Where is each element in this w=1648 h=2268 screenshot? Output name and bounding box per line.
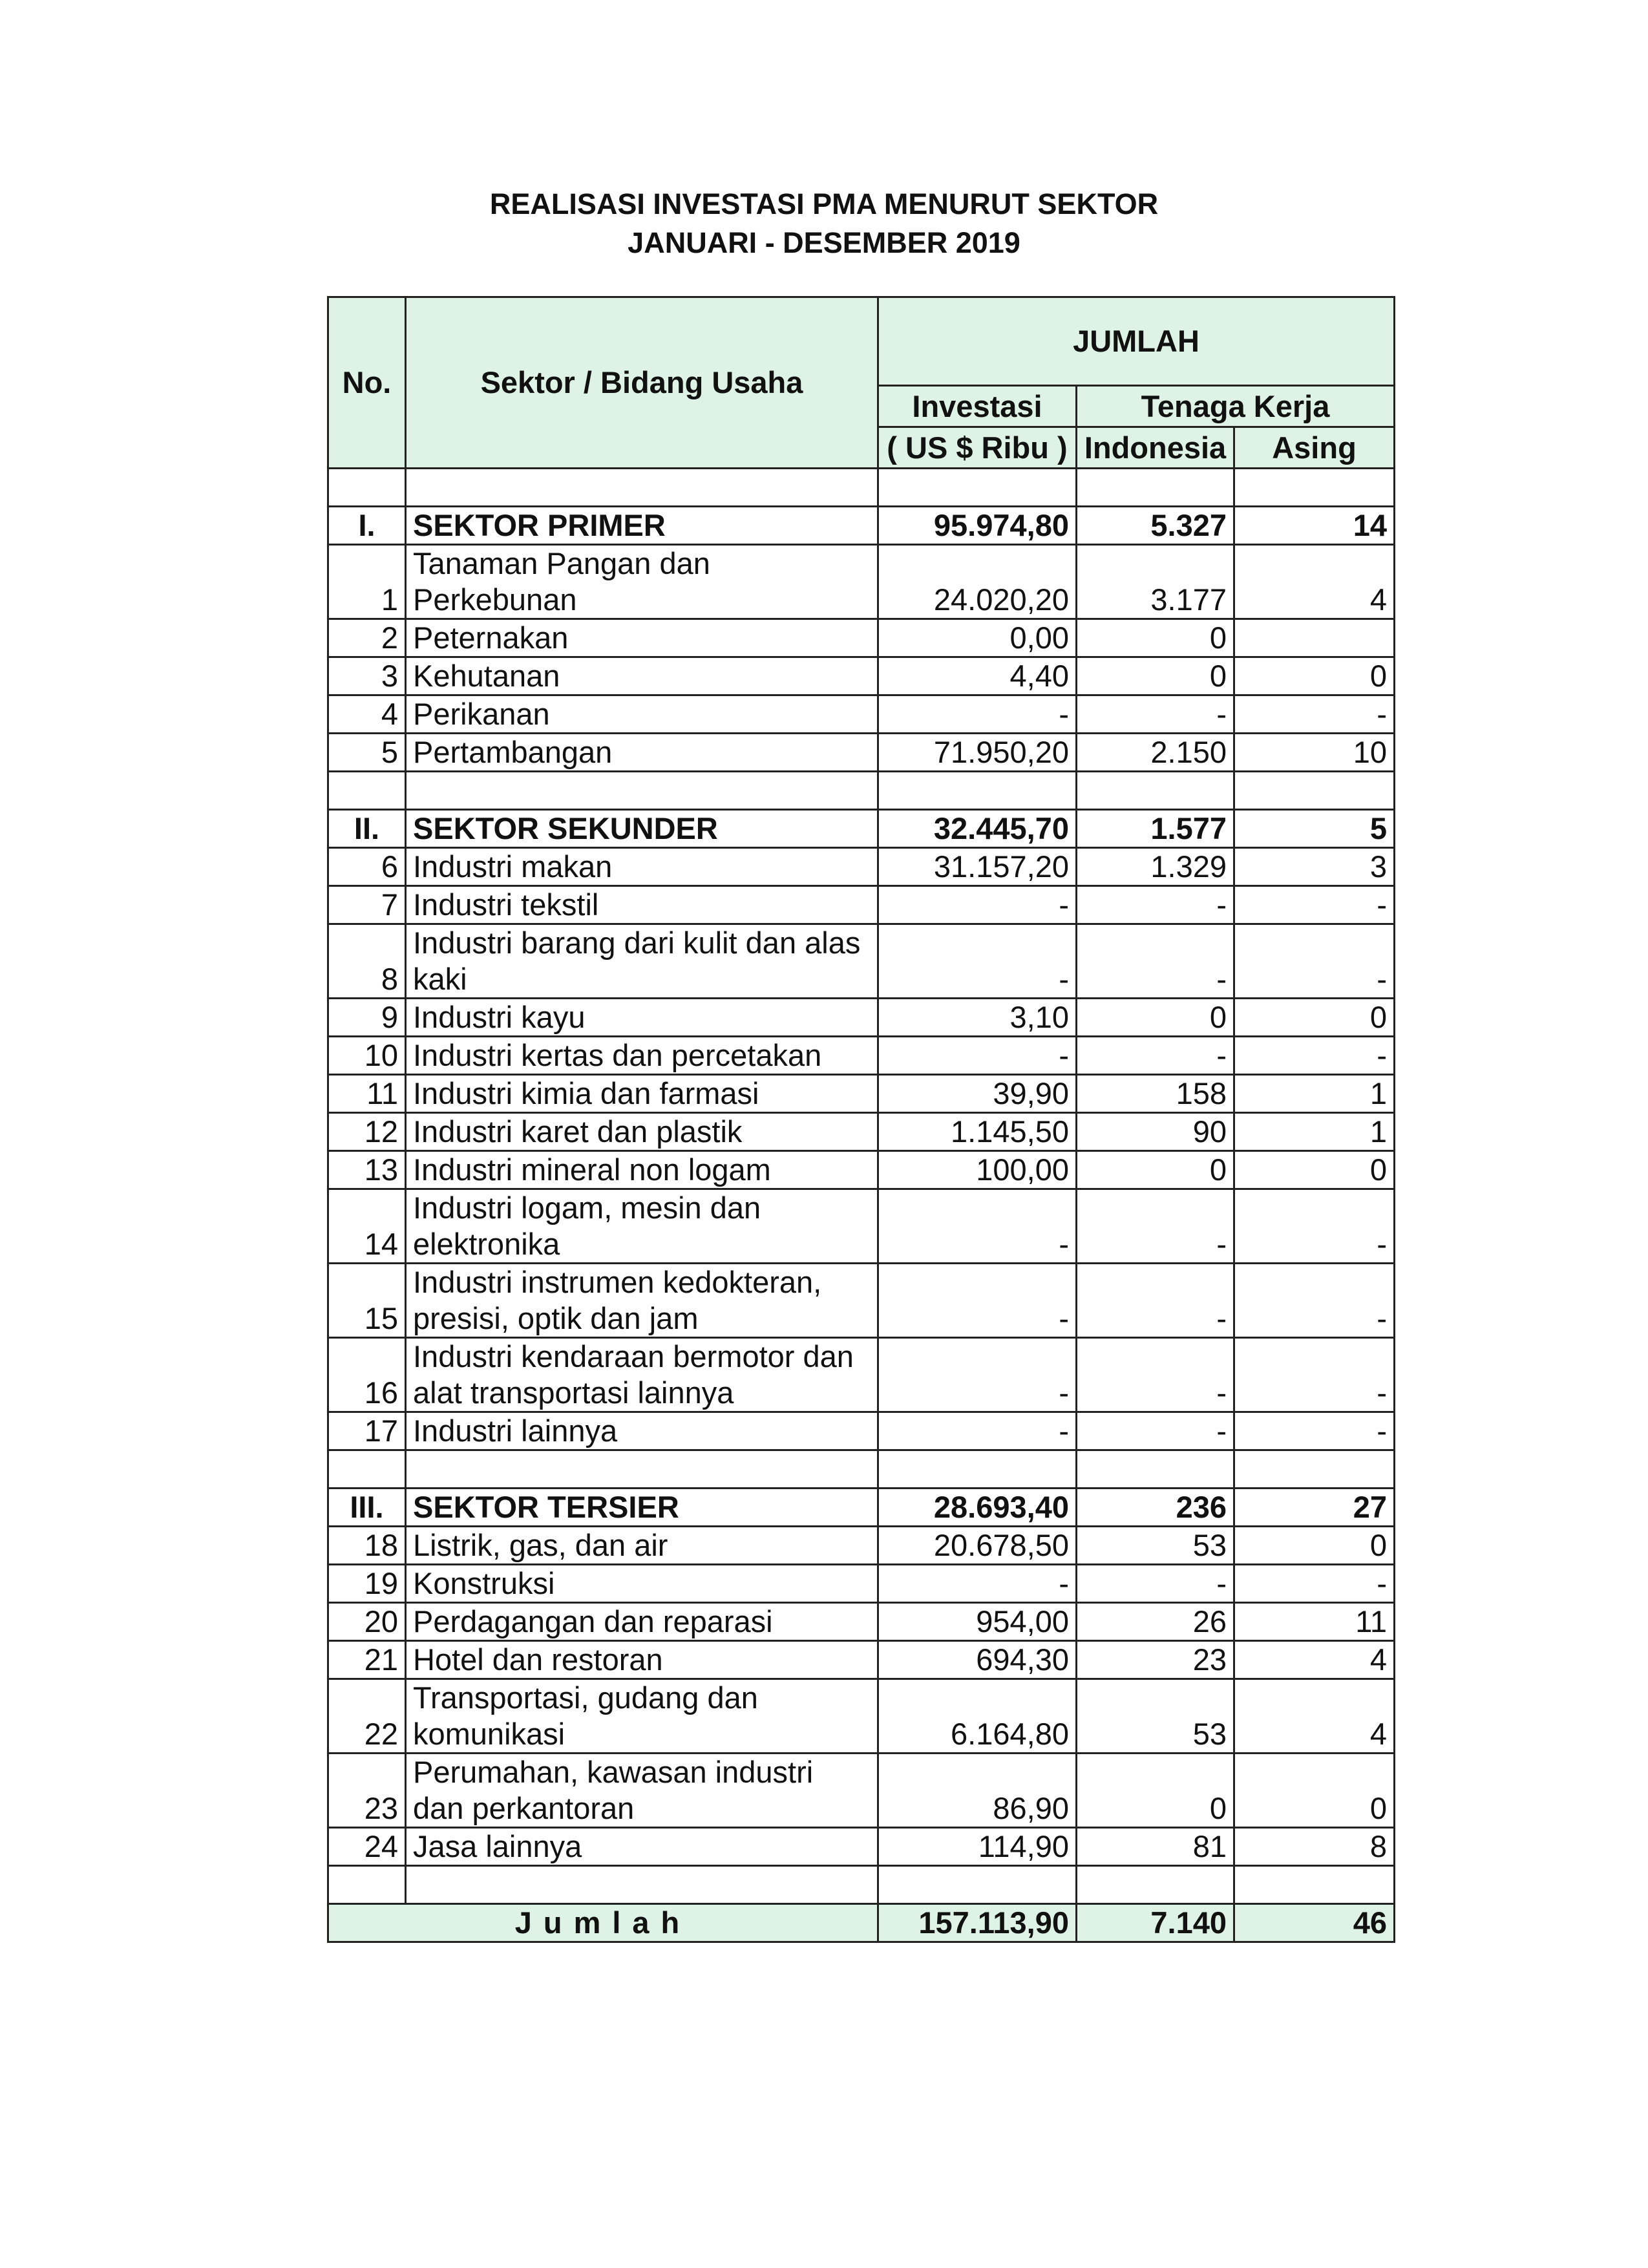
row-number: 16 [328,1338,406,1412]
row-number: 13 [328,1151,406,1189]
empty-cell [1234,1866,1395,1904]
row-indonesia: 0 [1077,1754,1234,1828]
table-row [328,545,1395,619]
empty-cell [406,772,878,810]
row-asing: 0 [1234,657,1395,695]
sector-asing: 14 [1234,507,1395,545]
row-indonesia: 53 [1077,1527,1234,1565]
row-asing: 4 [1234,1641,1395,1679]
header-sektor: Sektor / Bidang Usaha [406,297,878,469]
row-sektor-name: Listrik, gas, dan air [406,1527,878,1565]
row-sektor-name: Konstruksi [406,1565,878,1603]
row-investasi: 954,00 [878,1603,1077,1641]
spacer-row [328,772,1395,810]
row-investasi: - [878,924,1077,999]
table-row [328,1338,1395,1412]
row-investasi: 1.145,50 [878,1113,1077,1151]
row-investasi: 114,90 [878,1828,1077,1866]
document-title [0,185,1648,262]
row-asing: 0 [1234,999,1395,1037]
empty-cell [328,469,406,507]
table-row [328,1412,1395,1450]
row-investasi: 31.157,20 [878,848,1077,886]
row-indonesia: 0 [1077,1151,1234,1189]
empty-cell [406,469,878,507]
row-indonesia: 23 [1077,1641,1234,1679]
row-indonesia: - [1077,1412,1234,1450]
table-row [328,1151,1395,1189]
row-investasi: 39,90 [878,1075,1077,1113]
sector-asing: 5 [1234,810,1395,848]
table-row [328,924,1395,999]
row-number: 15 [328,1264,406,1338]
row-indonesia: - [1077,1565,1234,1603]
row-investasi: 4,40 [878,657,1077,695]
row-indonesia: 0 [1077,657,1234,695]
row-sektor-name: Industri mineral non logam [406,1151,878,1189]
empty-cell [1077,772,1234,810]
empty-cell [328,772,406,810]
table-row [328,619,1395,657]
empty-cell [406,1866,878,1904]
row-investasi: 6.164,80 [878,1679,1077,1754]
row-indonesia: 3.177 [1077,545,1234,619]
row-number: 1 [328,545,406,619]
row-indonesia: - [1077,1189,1234,1264]
row-asing [1234,619,1395,657]
empty-cell [878,469,1077,507]
sector-indonesia: 1.577 [1077,810,1234,848]
investment-table [327,296,1395,1943]
row-sektor-name: Perdagangan dan reparasi [406,1603,878,1641]
header-no: No. [328,297,406,469]
row-investasi: 694,30 [878,1641,1077,1679]
row-sektor-name: Hotel dan restoran [406,1641,878,1679]
row-sektor-name: Industri instrumen kedokteran, presisi, optik dan jam [406,1264,878,1338]
row-indonesia: - [1077,1264,1234,1338]
row-sektor-name: Industri lainnya [406,1412,878,1450]
row-asing: 0 [1234,1754,1395,1828]
row-number: 24 [328,1828,406,1866]
sector-name: SEKTOR TERSIER [406,1489,878,1527]
row-number: 20 [328,1603,406,1641]
row-number: 8 [328,924,406,999]
total-indonesia: 7.140 [1077,1904,1234,1942]
empty-cell [1077,469,1234,507]
row-sektor-name: Industri kertas dan percetakan [406,1037,878,1075]
table-row [328,1264,1395,1338]
title-line-1: REALISASI INVESTASI PMA MENURUT SEKTOR [489,187,1159,220]
row-sektor-name: Industri kayu [406,999,878,1037]
row-asing: - [1234,695,1395,734]
row-indonesia: 2.150 [1077,734,1234,772]
row-investasi: - [878,695,1077,734]
table-row [328,1113,1395,1151]
row-number: 4 [328,695,406,734]
empty-cell [328,1450,406,1489]
table-row [328,657,1395,695]
table-row [328,734,1395,772]
row-investasi: 0,00 [878,619,1077,657]
row-asing: 1 [1234,1075,1395,1113]
sector-investasi: 32.445,70 [878,810,1077,848]
sector-indonesia: 5.327 [1077,507,1234,545]
table-row [328,886,1395,924]
row-asing: - [1234,886,1395,924]
row-investasi: 86,90 [878,1754,1077,1828]
row-sektor-name: Transportasi, gudang dan komunikasi [406,1679,878,1754]
row-sektor-name: Tanaman Pangan dan Perkebunan [406,545,878,619]
row-investasi: 100,00 [878,1151,1077,1189]
empty-cell [406,1450,878,1489]
header-jumlah: JUMLAH [878,297,1395,386]
table-row [328,1754,1395,1828]
header-investasi: Investasi [878,386,1077,427]
row-number: 14 [328,1189,406,1264]
row-indonesia: 81 [1077,1828,1234,1866]
row-indonesia: 158 [1077,1075,1234,1113]
row-number: 11 [328,1075,406,1113]
empty-cell [1077,1450,1234,1489]
row-indonesia: - [1077,924,1234,999]
sector-investasi: 95.974,80 [878,507,1077,545]
sector-asing: 27 [1234,1489,1395,1527]
table-row [328,1189,1395,1264]
total-row [328,1904,1395,1942]
row-sektor-name: Industri barang dari kulit dan alas kaki [406,924,878,999]
row-indonesia: 26 [1077,1603,1234,1641]
row-asing: - [1234,1264,1395,1338]
row-sektor-name: Perikanan [406,695,878,734]
sector-number: III. [328,1489,406,1527]
row-indonesia: 1.329 [1077,848,1234,886]
table-row [328,1037,1395,1075]
row-indonesia: 0 [1077,999,1234,1037]
table-row [328,1603,1395,1641]
row-asing: 8 [1234,1828,1395,1866]
row-number: 5 [328,734,406,772]
row-number: 6 [328,848,406,886]
row-investasi: - [878,1037,1077,1075]
empty-cell [328,1866,406,1904]
row-sektor-name: Industri makan [406,848,878,886]
row-sektor-name: Industri logam, mesin dan elektronika [406,1189,878,1264]
row-investasi: 20.678,50 [878,1527,1077,1565]
row-indonesia: 53 [1077,1679,1234,1754]
empty-cell [1234,469,1395,507]
header-indonesia: Indonesia [1077,427,1234,469]
row-sektor-name: Peternakan [406,619,878,657]
row-sektor-name: Industri kendaraan bermotor dan alat transportasi lainnya [406,1338,878,1412]
empty-cell [878,772,1077,810]
sector-name: SEKTOR SEKUNDER [406,810,878,848]
table-row [328,695,1395,734]
empty-cell [878,1450,1077,1489]
row-indonesia: - [1077,1338,1234,1412]
header-row-1 [328,297,1395,386]
row-sektor-name: Pertambangan [406,734,878,772]
row-indonesia: - [1077,1037,1234,1075]
row-asing: 4 [1234,1679,1395,1754]
table-row [328,1565,1395,1603]
sector-indonesia: 236 [1077,1489,1234,1527]
row-investasi: - [878,1338,1077,1412]
row-number: 23 [328,1754,406,1828]
row-investasi: - [878,1565,1077,1603]
row-sektor-name: Industri kimia dan farmasi [406,1075,878,1113]
row-number: 22 [328,1679,406,1754]
header-investasi-unit: ( US $ Ribu ) [878,427,1077,469]
row-number: 3 [328,657,406,695]
title-line-2: JANUARI - DESEMBER 2019 [628,226,1020,259]
row-sektor-name: Industri tekstil [406,886,878,924]
empty-cell [1077,1866,1234,1904]
sector-row [328,1489,1395,1527]
sector-row [328,507,1395,545]
row-indonesia: 0 [1077,619,1234,657]
table-row [328,848,1395,886]
row-sektor-name: Kehutanan [406,657,878,695]
row-investasi: - [878,1189,1077,1264]
row-investasi: 24.020,20 [878,545,1077,619]
row-investasi: - [878,886,1077,924]
row-investasi: - [878,1264,1077,1338]
row-sektor-name: Jasa lainnya [406,1828,878,1866]
row-asing: 10 [1234,734,1395,772]
row-asing: 4 [1234,545,1395,619]
row-indonesia: - [1077,886,1234,924]
row-asing: 1 [1234,1113,1395,1151]
row-number: 18 [328,1527,406,1565]
total-label: Jumlah [328,1904,878,1942]
row-asing: 3 [1234,848,1395,886]
row-asing: 11 [1234,1603,1395,1641]
header-asing: Asing [1234,427,1395,469]
table-row [328,1641,1395,1679]
table-row [328,1075,1395,1113]
row-number: 9 [328,999,406,1037]
total-asing: 46 [1234,1904,1395,1942]
spacer-row [328,469,1395,507]
table-row [328,999,1395,1037]
sector-number: II. [328,810,406,848]
row-asing: 0 [1234,1151,1395,1189]
row-asing: - [1234,1412,1395,1450]
row-indonesia: - [1077,695,1234,734]
empty-cell [1234,772,1395,810]
sector-number: I. [328,507,406,545]
row-investasi: 71.950,20 [878,734,1077,772]
empty-cell [878,1866,1077,1904]
row-asing: 0 [1234,1527,1395,1565]
row-number: 12 [328,1113,406,1151]
row-number: 7 [328,886,406,924]
spacer-row [328,1450,1395,1489]
row-number: 19 [328,1565,406,1603]
spacer-row [328,1866,1395,1904]
row-number: 17 [328,1412,406,1450]
table-row [328,1828,1395,1866]
row-number: 10 [328,1037,406,1075]
row-investasi: - [878,1412,1077,1450]
row-asing: - [1234,1338,1395,1412]
row-asing: - [1234,924,1395,999]
row-investasi: 3,10 [878,999,1077,1037]
table-row [328,1527,1395,1565]
sector-investasi: 28.693,40 [878,1489,1077,1527]
row-indonesia: 90 [1077,1113,1234,1151]
sector-name: SEKTOR PRIMER [406,507,878,545]
row-sektor-name: Perumahan, kawasan industri dan perkantoran [406,1754,878,1828]
table-row [328,1679,1395,1754]
row-asing: - [1234,1189,1395,1264]
sector-row [328,810,1395,848]
row-asing: - [1234,1565,1395,1603]
empty-cell [1234,1450,1395,1489]
row-sektor-name: Industri karet dan plastik [406,1113,878,1151]
row-asing: - [1234,1037,1395,1075]
row-number: 2 [328,619,406,657]
header-tenaga-kerja: Tenaga Kerja [1077,386,1395,427]
row-number: 21 [328,1641,406,1679]
total-investasi: 157.113,90 [878,1904,1077,1942]
